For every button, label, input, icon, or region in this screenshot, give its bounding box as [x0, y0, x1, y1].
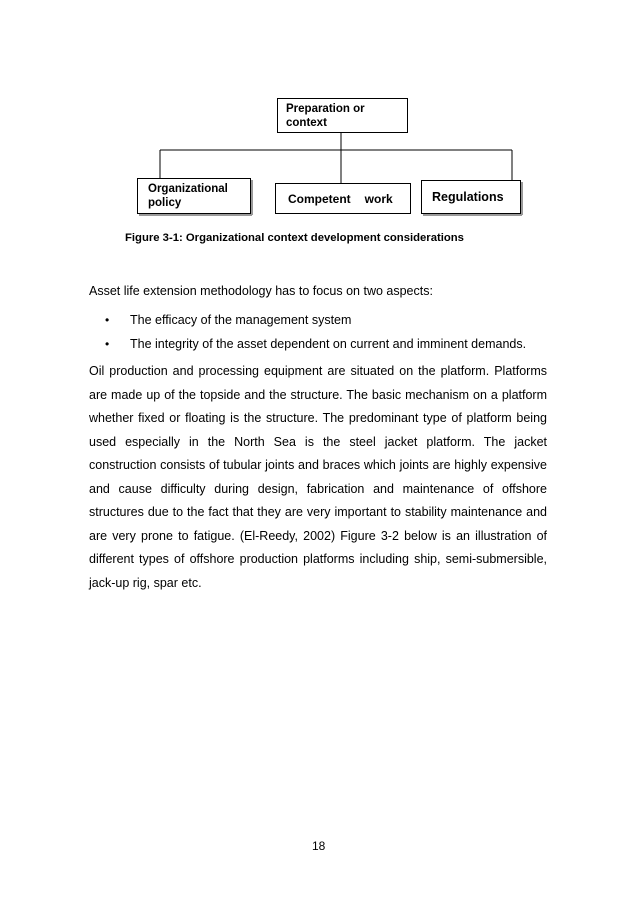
- box-preparation-line1: Preparation or: [286, 103, 365, 115]
- box-org-line2: policy: [148, 197, 182, 209]
- figure-caption: Figure 3-1: Organizational context development considerations: [125, 232, 464, 244]
- list-item: [105, 311, 526, 335]
- box-preparation-line2: context: [286, 117, 327, 129]
- aspects-list: [105, 311, 526, 359]
- box-regulations-label: Regulations: [432, 190, 504, 204]
- box-org-line1: Organizational: [148, 183, 228, 195]
- box-competent-work: [275, 183, 411, 214]
- box-organizational-policy: [137, 178, 251, 214]
- page-number: 18: [312, 839, 326, 853]
- box-preparation-context: [277, 98, 408, 133]
- list-item-text: The efficacy of the management system: [130, 313, 352, 327]
- box-competent-word2: work: [364, 191, 393, 206]
- bullet-icon: •: [105, 313, 110, 327]
- intro-sentence: Asset life extension methodology has to focus on two aspects:: [89, 284, 433, 298]
- box-regulations: [421, 180, 521, 214]
- list-item-text: The integrity of the asset dependent on current and imminent demands.: [130, 337, 527, 351]
- box-competent-word1: Competent: [288, 191, 351, 206]
- body-paragraph: Oil production and processing equipment are situated on the platform. Platforms are made up of the topside and the structure. The basic mechanism on a platform whether fixed or floating is the structure. The predominant type of platform being used especially in the North Sea is the steel jacket platform. The jacket construction consists of tubular joints and braces which joints are highly expensive and cause difficulty during design, fabrication and maintenance of offshore structures due to the fact that they are very important to stability maintenance and are very prone to fatigue. (El-Reedy, 2002) Figure 3-2 below is an illustration of different types of offshore production platforms including ship, semi-submersible, jack-up rig, spar etc.: [89, 364, 547, 590]
- list-item: [105, 335, 526, 359]
- bullet-icon: •: [105, 337, 110, 351]
